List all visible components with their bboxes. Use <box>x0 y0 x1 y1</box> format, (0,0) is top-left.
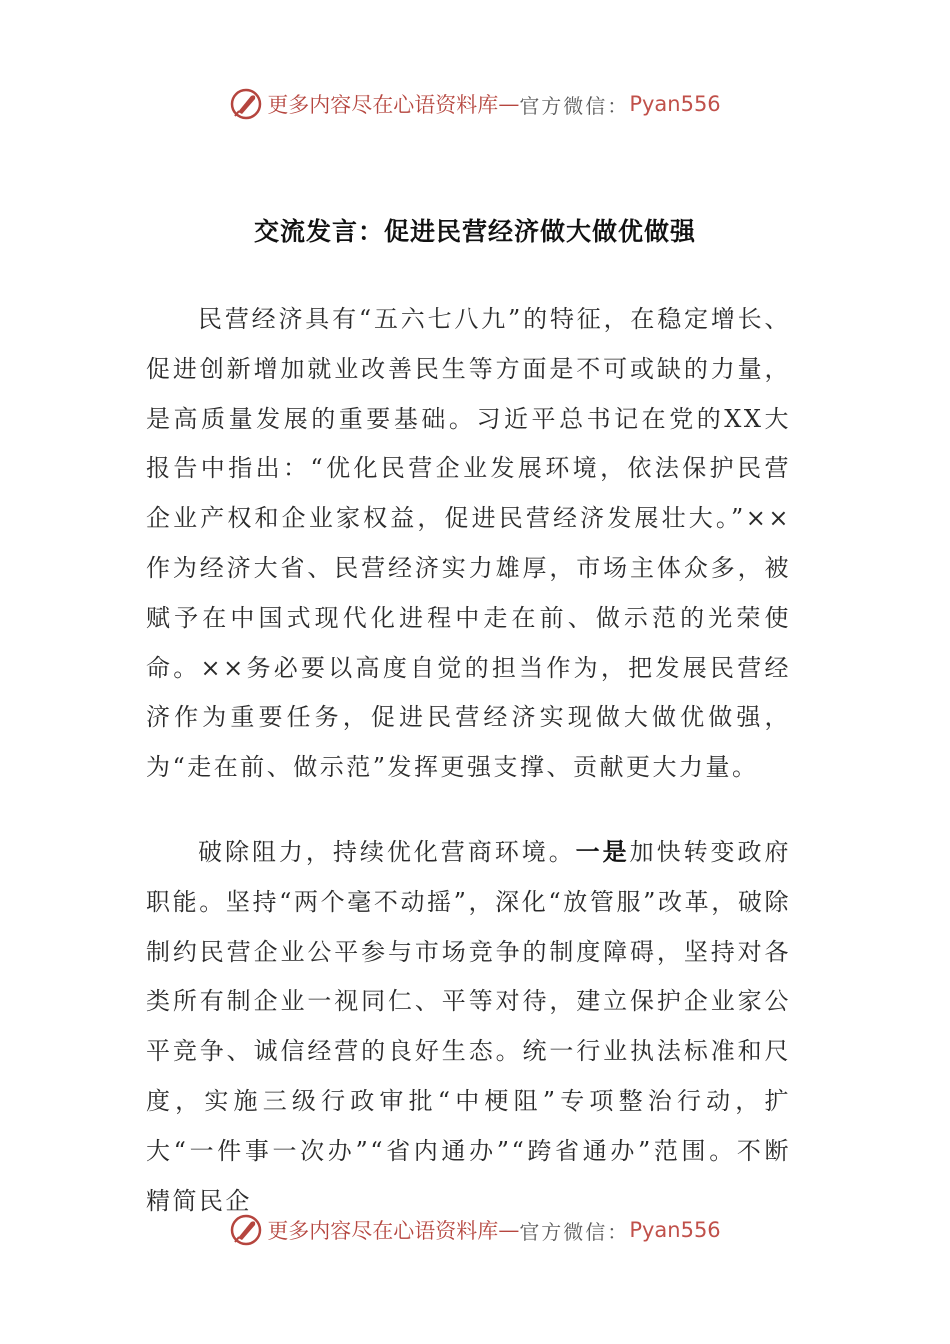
quill-pen-logo-icon <box>229 87 263 121</box>
header-wechat-id: Pyan556 <box>629 92 721 116</box>
footer-dash: — <box>498 1218 520 1242</box>
header-site-text: 更多内容尽在心语资料库 <box>267 93 499 117</box>
paragraph-2-lead: 破除阻力，持续优化营商环境。 <box>198 838 576 866</box>
quill-pen-logo-icon <box>229 1213 263 1247</box>
header-banner <box>0 84 950 124</box>
footer-banner <box>0 1210 950 1250</box>
paragraph-1: 民营经济具有“五六七八九”的特征，在稳定增长、促进创新增加就业改善民生等方面是不可或缺的力量，是高质量发展的重要基础。习近平总书记在党的XX大报告中指出：“优化民营企业发展环境，依法保护民营企业产权和企业家权益，促进民营经济发展壮大。”××作为经济大省、民营经济实力雄厚，市场主体众多，被赋予在中国式现代化进程中走在前、做示范的光荣使命。××务必要以高度自觉的担当作为，把发展民营经济作为重要任务，促进民营经济实现做大做优做强，为“走在前、做示范”发挥更强支撑、贡献更大力量。 <box>146 305 791 782</box>
footer-site-text: 更多内容尽在心语资料库 <box>267 1219 499 1243</box>
paragraph-2 <box>146 827 791 1226</box>
header-wechat-label: 官方微信： <box>519 93 630 118</box>
paragraph-2-rest: 加快转变政府职能。坚持“两个毫不动摇”，深化“放管服”改革，破除制约民营企业公平参与市场竞争的制度障碍，坚持对各类所有制企业一视同仁、平等对待，建立保护企业家公平竞争、诚信经营的良好生态。统一行业执法标准和尺度，实施三级行政审批“中梗阻”专项整治行动，扩大“一件事一次办”“省内通办”“跨省通办”范围。不断精简民企 <box>146 838 792 1215</box>
footer-wechat-label: 官方微信： <box>519 1219 630 1244</box>
header-dash: — <box>498 92 520 116</box>
footer-wechat-id: Pyan556 <box>629 1218 721 1242</box>
paragraph-2-bold: 一是 <box>575 837 630 866</box>
document-title: 交流发言：促进民营经济做大做优做强 <box>253 217 696 246</box>
